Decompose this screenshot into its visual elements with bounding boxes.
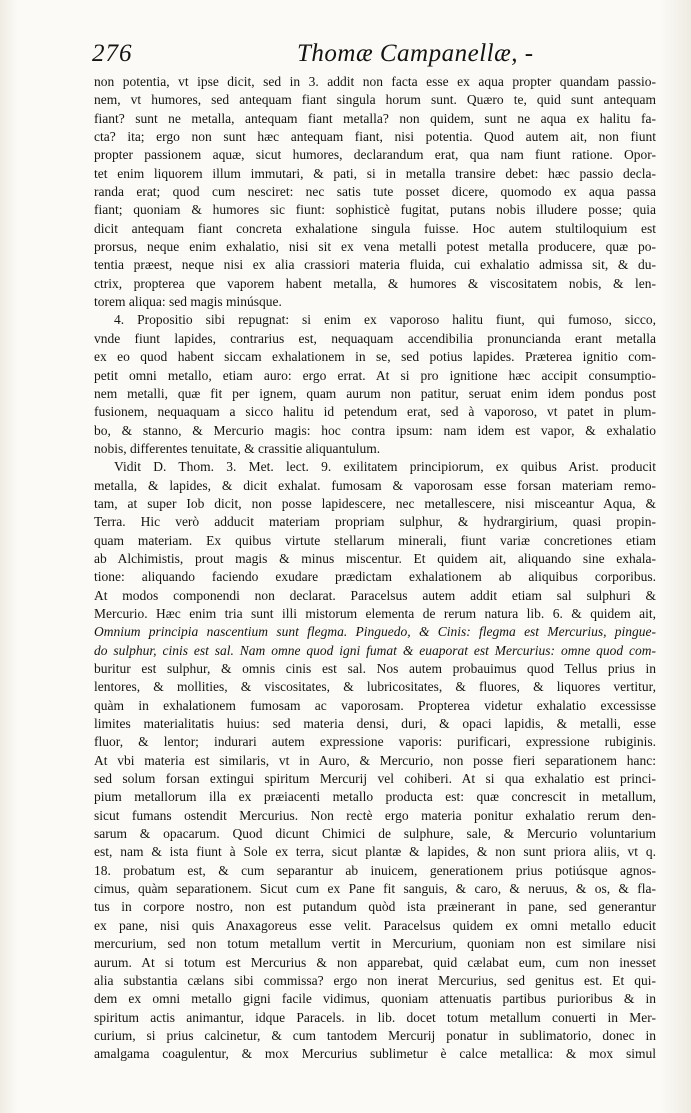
text-line: spiritum actis animantur, idque Paracels. in lib. docet totum metallum conuerti in Mer- <box>94 1009 656 1025</box>
text-line: Omnium principia nascentium sunt flegma. Pinguedo, & Cinis: flegma est Mercurius, pingue- <box>94 624 656 640</box>
text-line: sed solum forsan extingui spiritum Mercurij vel cohiberi. At si qua exhalatio est princi- <box>94 771 656 787</box>
text-line: ab Alchimistis, prout magis & minus miscentur. Et quidem ait, aliquando sine exhala- <box>94 550 656 566</box>
text-line: dem ex omni metallo gigni facile vidimus, quoniam attenuatis partibus purioribus & in <box>94 991 656 1007</box>
text-line: torem aliqua: sed magis minúsque. <box>94 294 282 310</box>
text-line: Mercurio. Hæc enim tria sunt illi mistorum elementa de rerum natura lib. 6. & quidem ait, <box>94 605 656 621</box>
text-line: alia substantia cælans sibi commissa? ergo non inerat Mercurius, sed genitus est. Et qui- <box>94 972 656 988</box>
text-line: nem metalli, quæ fit per ignem, quam aurum non patitur, seruat enim idem pondus post <box>94 385 656 401</box>
text-line: nem, vt humores, sed antequam fiant singula horum sunt. Quæro te, quid sunt antequam <box>94 92 656 108</box>
text-line: ex pane, nisi quis Anaxagoreus esse velit. Paracelsus quidem ex omni metallo educit <box>94 917 656 933</box>
text-line: do sulphur, cinis est sal. Nam omne quod igni fumat & euaporat est Mercurius: omne quod com- <box>94 642 656 658</box>
page-number: 276 <box>92 40 133 67</box>
text-line: quàm in exhalationem fumosam ac vaporosam. Propterea videtur exhalatio excessisse <box>94 697 656 713</box>
text-line: est, nam & ista fiunt à Sole ex terra, sicut plantæ & lapides, & non sunt priora aliis, vt q. <box>94 844 656 860</box>
text-line: fusionem, nequaquam a sicco halitu id petendum erat, sed à vaporoso, vt patet in plum- <box>94 404 656 420</box>
text-line: ctrix, propterea que vaporem habent metalla, & humores & viscositatem nobis, & len- <box>94 275 656 291</box>
running-title: Thomæ Campanellæ, - <box>297 40 534 67</box>
text-line: fiant; quoniam & humores sic fiunt: sophisticè fugitat, putans nobis illudere posse; quia <box>94 202 656 218</box>
text-line: randa erat; quod cum nesciret: nec satis tute posset dicere, quomodo ex aqua passa <box>94 184 656 200</box>
text-line: nobis, differentes tenuitate, & crassitie aliquantulum. <box>94 440 381 456</box>
text-line: Vidit D. Thom. 3. Met. lect. 9. exilitatem principiorum, ex quibus Arist. producit <box>114 459 656 475</box>
text-line: vnde fiunt lapides, contrarius est, nequaquam accendibilia pronuncianda erant metalla <box>94 330 656 346</box>
text-line: prorsus, neque enim exhalatio, nisi sit ex vena metalli potest metalla producere, quæ po- <box>94 239 656 255</box>
text-line: fiant? sunt ne metalla, antequam fiant metalla? non quidem, sunt ne aqua ex halitu fa- <box>94 110 656 126</box>
text-line: petit omni metallo, etiam auro: ergo errat. At si pro ignitione hæc accipit consumptio- <box>94 367 656 383</box>
text-line: amalgama coagulentur, & mox Mercurius sublimetur è calce metallica: & mox simul <box>94 1046 656 1062</box>
text-line: metalla, & lapides, & dicit exhalat. fumosam & vaporosam esse forsan materiam remo- <box>94 477 656 493</box>
text-line: cimus, quàm separationem. Sicut cum ex Pane fit sanguis, & caro, & neruus, & os, & fla- <box>94 881 656 897</box>
text-line: Terra. Hic verò adducit materiam propriam sulphur, & hydrargirium, quasi propin- <box>94 514 656 530</box>
page-header <box>92 40 669 70</box>
text-line: pium metallorum illa ex præiacenti metallo producta est: quæ concrescit in metallum, <box>94 789 656 805</box>
text-line: curium, si prius calcinetur, & cum tantodem Mercurij ponatur in sublimatorio, donec in <box>94 1027 656 1043</box>
text-line: 18. probatum est, & cum separantur ab inuicem, generationem prius potiúsque agnos- <box>94 862 656 878</box>
text-line: sarum & opacarum. Quod dicunt Chimici de sulphure, sale, & Mercurio voluntarium <box>94 826 656 842</box>
text-line: ex eo quod habent siccam exhalationem in se, sed potius lapides. Præterea ignitio com- <box>94 349 656 365</box>
text-line: limites materialitatis huius: sed materia densi, duri, & opaci lapidis, & metalli, esse <box>94 716 656 732</box>
text-line: tentia præest, neque nisi ex alia crassiori materia fluida, cui exhalatio admissa sit, & du- <box>94 257 656 273</box>
text-line: quam materiam. Ex quibus virtute stellarum minerali, fiunt variæ concretiones etiam <box>94 532 656 548</box>
text-line: mercurium, sed non totum metallum vertit in Mercurium, quoniam non est similare nisi <box>94 936 656 952</box>
text-line: tione: aliquando faciendo exudare prædictam exhalationem ab aliquibus corporibus. <box>94 569 656 585</box>
text-line: At vbi materia est similaris, vt in Auro, & Mercurio, non posse fieri separationem hanc: <box>94 752 656 768</box>
text-line: dicit antequam fiant concreta exhalatione singula fuisse. Hoc autem stultiloquium est <box>94 220 656 236</box>
text-line: tam, at super Iob dicit, non posse lapidescere, nec metallescere, nisi misceantur Aqua, & <box>94 495 656 511</box>
text-line: fluor, & lentor; indurari autem expressione vaporis: purificari, expressione rubiginis. <box>94 734 656 750</box>
text-line: cta? ita; ergo non sunt hæc antequam fiant, nisi potentia. Quod autem ait, non fiunt <box>94 129 656 145</box>
text-line: propter passionem aquæ, sicut humores, declarandum erat, qua nam fiunt ratione. Opor- <box>94 147 656 163</box>
text-line: bo, & stanno, & Mercurio magis: hoc contra ipsum: nam idem est vapor, & exhalatio <box>94 422 656 438</box>
text-line: non potentia, vt ipse dicit, sed in 3. addit non facta esse ex aqua propter quandam passio- <box>94 74 656 89</box>
text-line: At modos componendi non declarat. Paracelsus autem addit etiam sal sulphuri & <box>94 587 656 603</box>
text-line: tet enim liquorem illum immutari, & pati, si in metalla transire debet: hæc passio decla- <box>94 165 656 181</box>
body-text <box>94 73 656 1064</box>
text-line: 4. Propositio sibi repugnat: si enim ex vaporoso halitu fiunt, qui fumoso, sicco, <box>114 312 656 328</box>
text-line: tus in corpore nostro, non est putandum quòd ista præinerant in pane, sed generantur <box>94 899 656 915</box>
text-line: buritur est sulphur, & omnis cinis est sal. Nos autem probauimus quod Tellus prius in <box>94 661 656 676</box>
text-line: sicut fumans ostendit Mercurius. Non rectè ergo materia ponitur exhalatio rerum den- <box>94 807 656 823</box>
text-line: aurum. At si totum est Mercurius & non apparebat, quid cælabat eum, cum non inesset <box>94 954 656 970</box>
text-line: lentores, & mollities, & viscositates, & lubricositates, & fluores, & liquores vertitur, <box>94 679 656 695</box>
